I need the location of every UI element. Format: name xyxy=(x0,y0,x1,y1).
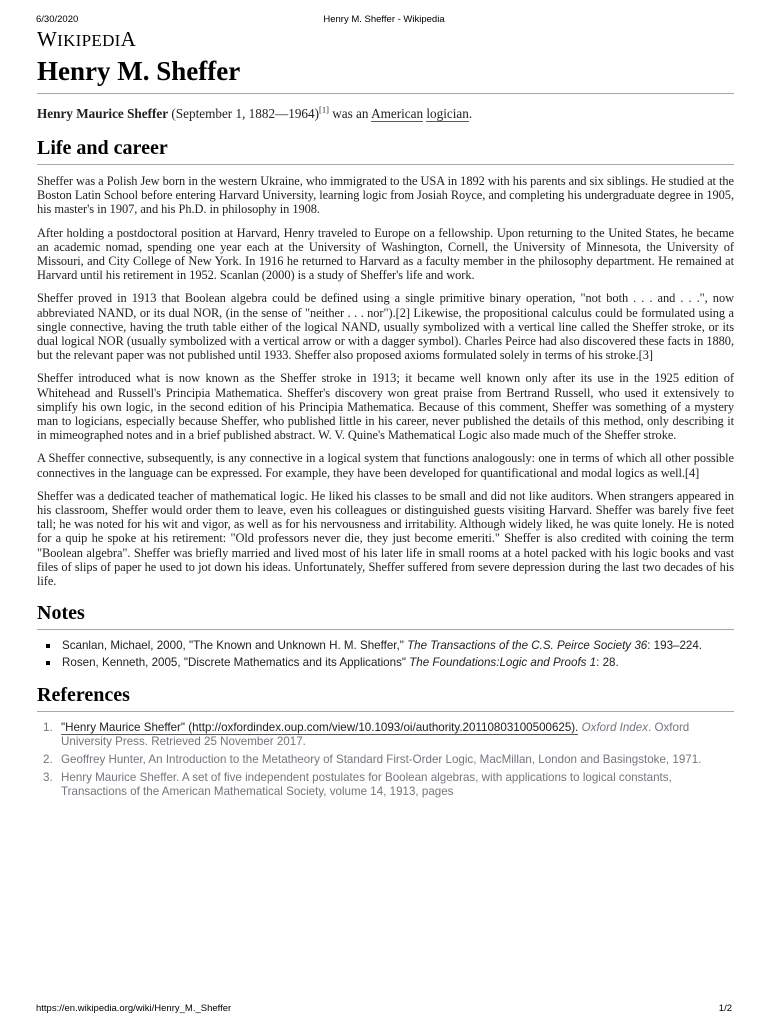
article-content xyxy=(37,56,734,803)
reference-link-1[interactable]: "Henry Maurice Sheffer" (http://oxfordindex.oup.com/view/10.1093/oi/authority.20110803100500625). xyxy=(61,721,579,735)
lead-paragraph: Henry Maurice Sheffer (September 1, 1882—1964)[1] was an American logician. xyxy=(37,104,473,121)
paragraph-2: After holding a postdoctoral position at Harvard, Henry traveled to Europe on a fellowship. Upon returning to the United States, he became an academic nomad, spending one year each at the University of Washington, Cornell, the University of Minnesota, the University of Missouri, and City College of New York. In 1916 he returned to Harvard as a faculty member in the philosophy department. He remained at Harvard until his retirement in 1952. Scanlan (2000) is a study of Sheffer's life and work. xyxy=(37,225,734,283)
paragraph-6: Sheffer was a dedicated teacher of mathematical logic. He liked his classes to be small and did not like auditors. When strangers appeared in his classroom, Sheffer would order them to leave, even his colleagues or distinguished guests visiting Harvard. Sheffer was barely five feet tall; he was noted for his wit and vigor, as well as for his nervousness and irritability. Although widely liked, he was quite lonely. He is noted for a quip he spoke at his retirement: "Old professors never die, they just become emeriti." Sheffer is also credited with coining the term "Boolean algebra". Sheffer was briefly married and lived most of his later life in small rooms at a hotel packed with his logic books and vast files of slips of paper he used to jot down his ideas. Unfortunately, Sheffer suffered from severe depression during the last two decades of his life. xyxy=(37,488,734,589)
subject-name: Henry Maurice Sheffer xyxy=(37,106,169,121)
wikipedia-logo[interactable]: WIKIPEDIA xyxy=(37,27,137,51)
paragraph-1: Sheffer was a Polish Jew born in the western Ukraine, who immigrated to the USA in 1892 with his parents and six siblings. He studied at the Boston Latin School before entering Harvard University, learning logic from Josiah Royce, and completing his undergraduate degree in 1905, his master's in 1907, and his Ph.D. in philosophy in 1908. xyxy=(37,174,734,217)
paragraph-3: Sheffer proved in 1913 that Boolean algebra could be defined using a single primitive binary operation, "not both . . . and . . .", now abbreviated NAND, or its dual NOR, (in the sense of "neither . . . nor").[2] Likewise, the propositional calculus could be formulated using a single connective, having the truth table either of the logical NAND, usually symbolized with a vertical line called the Sheffer stroke, or its dual logical NOR (usually symbolized with a vertical arrow or with a dagger symbol). Charles Peirce had also discovered these facts in 1880, but the relevant paper was not published until 1933. Sheffer also proposed axioms formulated solely in terms of his stroke.[3] xyxy=(37,291,734,363)
references-list xyxy=(37,721,734,799)
print-url: https://en.wikipedia.org/wiki/Henry_M._Sheffer xyxy=(36,1003,232,1014)
notes-list xyxy=(37,639,734,670)
print-header xyxy=(36,14,732,25)
link-american[interactable]: American xyxy=(371,106,424,121)
paragraph-4: Sheffer introduced what is now known as the Sheffer stroke in 1913; it became well known only after its use in the 1925 edition of Whitehead and Russell's Principia Mathematica. Sheffer's discovery won great praise from Bertrand Russell, who used it extensively to simplify his own logic, in the second edition of his Principia Mathematica. Because of this comment, Sheffer was something of a mystery man to logicians, especially because Sheffer, who published little in his career, never published the details of this method, only describing it in mimeographed notes and in a brief published abstract. W. V. Quine's Mathematical Logic also made much of the Sheffer stroke. xyxy=(37,371,734,443)
print-date: 6/30/2020 xyxy=(36,14,79,25)
heading-references: References xyxy=(37,684,734,712)
print-footer xyxy=(36,1003,732,1014)
list-item: Rosen, Kenneth, 2005, "Discrete Mathematics and its Applications" The Foundations:Logic and Proofs 1: 28. xyxy=(37,656,734,670)
page-title: Henry M. Sheffer xyxy=(37,56,734,94)
ref-link-1[interactable]: [1] xyxy=(319,104,329,115)
heading-notes: Notes xyxy=(37,602,734,630)
page-number: 1/2 xyxy=(718,1003,732,1014)
list-item: 1. "Henry Maurice Sheffer" (http://oxfordindex.oup.com/view/10.1093/oi/authority.20110803100500625). Oxford Index. Oxford University Press. Retrieved 25 November 2017. xyxy=(43,721,690,749)
heading-life-and-career: Life and career xyxy=(37,137,734,165)
paragraph-5: A Sheffer connective, subsequently, is any connective in a logical system that functions analogously: one in terms of which all other possible connectives in the language can be expressed. For example, they have been developed for quantificational and modal logics as well.[4] xyxy=(37,451,734,480)
link-logician[interactable]: logician xyxy=(426,106,469,121)
list-item: Scanlan, Michael, 2000, "The Known and Unknown H. M. Sheffer," The Transactions of the C.S. Peirce Society 36: 193–224. xyxy=(37,639,734,653)
list-item: 3. Henry Maurice Sheffer. A set of five independent postulates for Boolean algebras, with applications to logical constants, Transactions of the American Mathematical Society, volume 14, 1913, pages xyxy=(43,771,672,799)
list-item: 2. Geoffrey Hunter, An Introduction to the Metatheory of Standard First-Order Logic, MacMillan, London and Basingstoke, 1971. xyxy=(43,753,702,767)
print-title: Henry M. Sheffer - Wikipedia xyxy=(323,14,445,25)
